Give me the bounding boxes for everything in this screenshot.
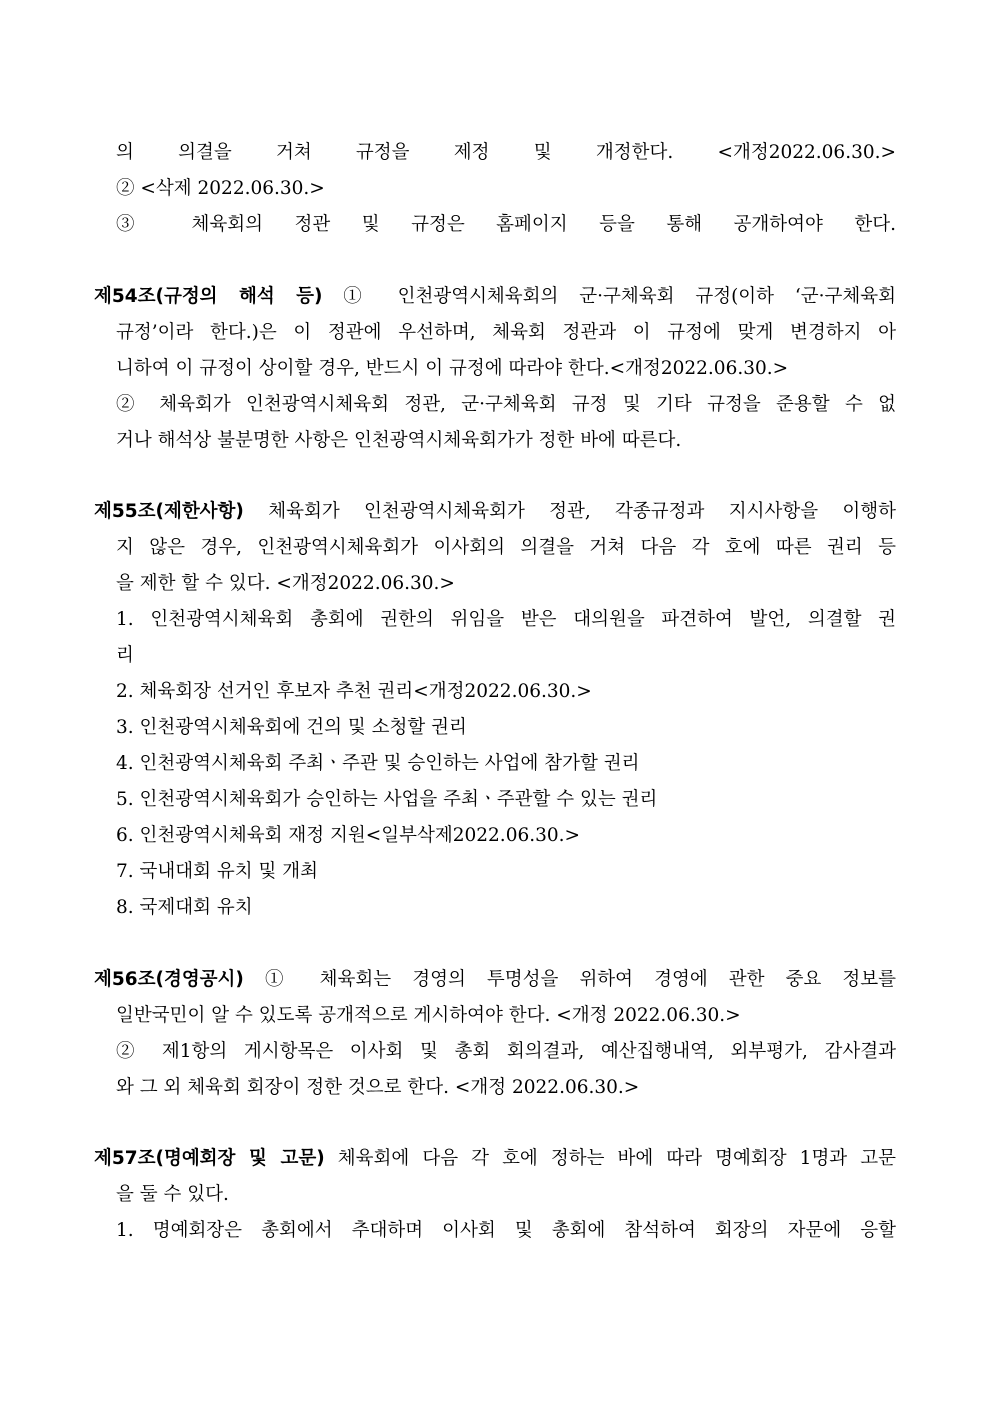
article-54-para-2-line-1: ② 체육회가 인천광역시체육회 정관, 군·구체육회 규정 및 기타 규정을 준용할 수 없 <box>116 394 896 415</box>
prev-article-item-3: ③ 체육회의 정관 및 규정은 홈페이지 등을 통해 공개하여야 한다. <box>116 214 896 235</box>
article-57-first-line <box>94 1147 896 1171</box>
article-54-para-2-line-2: 거나 해석상 불분명한 사항은 인천광역시체육회가가 정한 바에 따른다. <box>116 430 682 451</box>
article-55-first-line <box>94 500 896 524</box>
article-55-item-3: 3. 인천광역시체육회에 건의 및 소청할 권리 <box>116 717 467 738</box>
article-55-line-3: 을 제한 할 수 있다. <개정2022.06.30.> <box>116 573 455 594</box>
article-57-text-start: 체육회에 다음 각 호에 정하는 바에 따라 명예회장 1명과 고문 <box>337 1148 896 1169</box>
article-55-text-start: 체육회가 인천광역시체육회가 정관, 각종규정과 지시사항을 이행하 <box>268 501 896 522</box>
article-54-para-1-line-2: 규정’이라 한다.)은 이 정관에 우선하며, 체육회 정관과 이 규정에 맞게 변경하지 아 <box>116 322 896 343</box>
article-57-item-1-line-1: 1. 명예회장은 총회에서 추대하며 이사회 및 총회에 참석하여 회장의 자문에 응할 <box>116 1220 896 1241</box>
article-55-line-2: 지 않은 경우, 인천광역시체육회가 이사회의 의결을 거쳐 다음 각 호에 따른 권리 등 <box>116 537 896 558</box>
article-56-para-2-line-2: 와 그 외 체육회 회장이 정한 것으로 한다. <개정 2022.06.30.> <box>116 1077 640 1098</box>
prev-article-item-2: ② <삭제 2022.06.30.> <box>116 178 325 199</box>
prev-article-text: 의 의결을 거쳐 규정을 제정 및 개정한다. <개정2022.06.30.> <box>116 142 896 163</box>
article-55-item-7: 7. 국내대회 유치 및 개최 <box>116 861 319 882</box>
article-55-item-5: 5. 인천광역시체육회가 승인하는 사업을 주최ㆍ주관할 수 있는 권리 <box>116 789 658 810</box>
article-55-item-1-line-1: 1. 인천광역시체육회 총회에 권한의 위임을 받은 대의원을 파견하여 발언, 의결할 권 <box>116 609 896 630</box>
article-57-title: 제57조(명예회장 및 고문) <box>94 1148 325 1169</box>
article-54-para-1-start: ① 인천광역시체육회의 군·구체육회 규정(이하 ‘군·구체육회 <box>343 286 896 307</box>
article-56-para-1-start: ① 체육회는 경영의 투명성을 위하여 경영에 관한 중요 정보를 <box>264 969 896 990</box>
article-54-para-1-line-3: 니하여 이 규정이 상이할 경우, 반드시 이 규정에 따라야 한다.<개정2022.06.30.> <box>116 358 789 379</box>
article-54-first-line <box>94 285 896 309</box>
article-55-item-1-line-2: 리 <box>116 645 134 666</box>
article-56-first-line <box>94 968 896 992</box>
article-55-item-8: 8. 국제대회 유치 <box>116 897 253 918</box>
article-55-item-4: 4. 인천광역시체육회 주최ㆍ주관 및 승인하는 사업에 참가할 권리 <box>116 753 640 774</box>
article-57-line-2: 을 둘 수 있다. <box>116 1184 229 1205</box>
article-56-para-1-line-2: 일반국민이 알 수 있도록 공개적으로 게시하여야 한다. <개정 2022.06.30.> <box>116 1005 741 1026</box>
article-56-title: 제56조(경영공시) <box>94 969 244 990</box>
article-55-title: 제55조(제한사항) <box>94 501 244 522</box>
article-55-item-2: 2. 체육회장 선거인 후보자 추천 권리<개정2022.06.30.> <box>116 681 592 702</box>
article-55-item-6: 6. 인천광역시체육회 재정 지원<일부삭제2022.06.30.> <box>116 825 581 846</box>
article-54-title: 제54조(규정의 해석 등) <box>94 286 323 307</box>
article-56-para-2-line-1: ② 제1항의 게시항목은 이사회 및 총회 회의결과, 예산집행내역, 외부평가, 감사결과 <box>116 1041 896 1062</box>
